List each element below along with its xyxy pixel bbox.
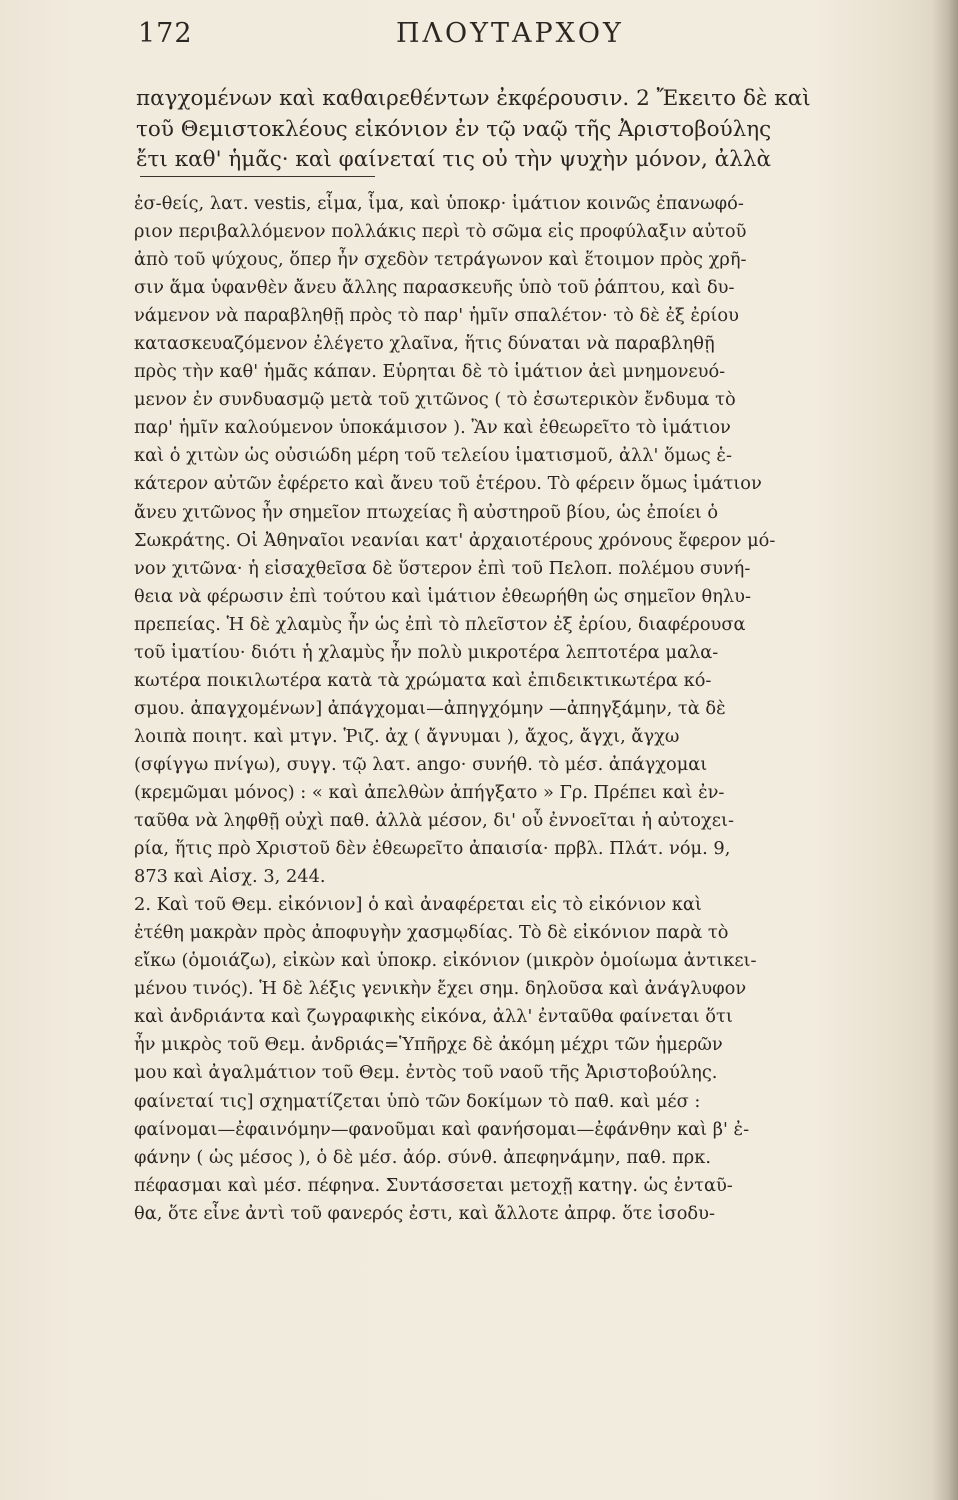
main-text-line: παγχομένων καὶ καθαιρεθέντων ἐκφέρουσιν. 2 Ἔκειτο δὲ καὶ [136, 86, 811, 111]
running-title: ΠΛΟΥΤΑΡΧΟΥ [396, 18, 624, 49]
main-text-line: τοῦ Θεμιστοκλέους εἰκόνιον ἐν τῷ ναῷ τῆς Ἀριστοβούλης [136, 116, 772, 142]
note-line: ριον περιβαλλόμενον πολλάκις περὶ τὸ σῶμα εἰς προφύλαξιν αὐτοῦ [134, 221, 747, 243]
note-line: (κρεμῶμαι μόνος) : « καὶ ἀπελθὼν ἀπήγξατο » Γρ. Πρέπει καὶ ἐν- [134, 781, 725, 803]
page-number: 172 [138, 18, 193, 49]
note-line: μενον ἐν συνδυασμῷ μετὰ τοῦ χιτῶνος ( τὸ ἐσωτερικὸν ἔνδυμα τὸ [134, 389, 736, 411]
note-line: καὶ ὁ χιτὼν ὡς οὐσιώδη μέρη τοῦ τελείου ἱματισμοῦ, ἀλλ' ὅμως ἑ- [134, 445, 732, 467]
note-line: ἐσ-θείς, λατ. vestis, εἷμα, ἷμα, καὶ ὑποκρ· ἱμάτιον κοινῶς ἐπανωφό- [134, 193, 744, 214]
note-line: μου καὶ ἀγαλμάτιον τοῦ Θεμ. ἐντὸς τοῦ ναοῦ τῆς Ἀριστοβούλης. [134, 1062, 718, 1084]
note-line [134, 1228, 930, 1256]
note-line: σμου. ἀπαγχομένων] ἀπάγχομαι—ἀπηγχόμην —ἀπηγξάμην, τὰ δὲ [134, 697, 726, 719]
note-line: μένου τινός). Ἡ δὲ λέξις γενικὴν ἔχει σημ. δηλοῦσα καὶ ἀνάγλυφον [134, 978, 747, 1000]
main-text-line: ἔτι καθ' ἡμᾶς· καὶ φαίνεταί τις οὐ τὴν ψυχὴν μόνον, ἀλλὰ [136, 147, 771, 172]
note-line: φαίνεταί τις] σχηματίζεται ὑπὸ τῶν δοκίμων τὸ παθ. καὶ μέσ : [134, 1090, 701, 1112]
note-line: καὶ ἀνδριάντα καὶ ζωγραφικὴς εἰκόνα, ἀλλ' ἐνταῦθα φαίνεται ὅτι [134, 1006, 733, 1028]
note-line: νον χιτῶνα· ἡ εἰσαχθεῖσα δὲ ὕστερον ἐπὶ τοῦ Πελοπ. πολέμου συνή- [134, 557, 751, 579]
note-line: 873 καὶ Αἰσχ. 3, 244. [134, 866, 326, 888]
note-line: Σωκράτης. Οἱ Ἀθηναῖοι νεανίαι κατ' ἀρχαιοτέρους χρόνους ἔφερον μό- [134, 529, 776, 551]
note-line: 2. Καὶ τοῦ Θεμ. εἰκόνιον] ὁ καὶ ἀναφέρεται εἰς τὸ εἰκόνιον καὶ [134, 894, 702, 916]
page-header [138, 18, 918, 58]
note-line: (σφίγγω πνίγω), συγγ. τῷ λατ. ango· συνήθ. τὸ μέσ. ἀπάγχομαι [134, 753, 708, 775]
footnote-separator-rule [140, 176, 375, 177]
note-line: ρία, ἥτις πρὸ Χριστοῦ δὲν ἐθεωρεῖτο ἀπαισία· πρβλ. Πλάτ. νόμ. 9, [134, 838, 731, 860]
note-line: ἦν μικρὸς τοῦ Θεμ. ἀνδριάς=Ὑπῆρχε δὲ ἀκόμη μέχρι τῶν ἡμερῶν [134, 1034, 723, 1056]
note-line: ἐτέθη μακρὰν πρὸς ἀποφυγὴν χασμῳδίας. Τὸ δὲ εἰκόνιον παρὰ τὸ [134, 922, 729, 944]
note-line: πρεπείας. Ἡ δὲ χλαμὺς ἦν ὡς ἐπὶ τὸ πλεῖστον ἐξ ἐρίου, διαφέρουσα [134, 613, 746, 635]
note-line: ἄνευ χιτῶνος ἦν σημεῖον πτωχείας ἢ αὐστηροῦ βίου, ὡς ἐποίει ὁ [134, 501, 719, 523]
note-line: κάτερον αὐτῶν ἐφέρετο καὶ ἄνευ τοῦ ἑτέρου. Τὸ φέρειν ὅμως ἱμάτιον [134, 473, 762, 495]
note-line: παρ' ἡμῖν καλούμενον ὑποκάμισον ). Ἂν καὶ ἐθεωρεῖτο τὸ ἱμάτιον [134, 417, 731, 439]
page-gutter-shadow [932, 0, 958, 1500]
commentary-notes [134, 190, 930, 1256]
note-line: πέφασμαι καὶ μέσ. πέφηνα. Συντάσσεται μετοχῇ κατηγ. ὡς ἐνταῦ- [134, 1174, 733, 1196]
note-line: φάνην ( ὡς μέσος ), ὁ δὲ μέσ. ἀόρ. σύνθ. ἀπεφηνάμην, παθ. πρκ. [134, 1146, 712, 1168]
note-line: φαίνομαι—ἐφαινόμην—φανοῦμαι καὶ φανήσομαι—ἐφάνθην καὶ β' ἐ- [134, 1118, 750, 1140]
note-line: τοῦ ἱματίου· διότι ἡ χλαμὺς ἦν πολὺ μικροτέρα λεπτοτέρα μαλα- [134, 641, 719, 663]
note-line: λοιπὰ ποιητ. καὶ μτγν. Ῥιζ. ἀχ ( ἄγνυμαι ), ἄχος, ἄγχι, ἄγχω [134, 725, 680, 747]
note-line: ἀπὸ τοῦ ψύχους, ὅπερ ἦν σχεδὸν τετράγωνον καὶ ἕτοιμον πρὸς χρῆ- [134, 249, 747, 271]
note-line: κατασκευαζόμενον ἐλέγετο χλαῖνα, ἥτις δύναται νὰ παραβληθῇ [134, 333, 715, 355]
note-line: θα, ὅτε εἶνε ἀντὶ τοῦ φανερός ἐστι, καὶ ἄλλοτε ἀπρφ. ὅτε ἰσοδυ- [134, 1202, 715, 1224]
note-line: σιν ἅμα ὑφανθὲν ἄνευ ἄλλης παρασκευῆς ὑπὸ τοῦ ῥάπτου, καὶ δυ- [134, 277, 735, 299]
note-line: ταῦθα νὰ ληφθῇ οὐχὶ παθ. ἀλλὰ μέσον, δι' οὗ ἐννοεῖται ἡ αὐτοχει- [134, 810, 734, 832]
main-greek-text [136, 84, 926, 176]
note-line: εἴκω (ὁμοιάζω), εἰκὼν καὶ ὑποκρ. εἰκόνιον (μικρὸν ὁμοίωμα ἀντικει- [134, 950, 757, 972]
note-line: πρὸς τὴν καθ' ἡμᾶς κάπαν. Εὑρηται δὲ τὸ ἱμάτιον ἀεὶ μνημονευό- [134, 361, 726, 383]
note-line: θεια νὰ φέρωσιν ἐπὶ τούτου καὶ ἱμάτιον ἐθεωρήθη ὡς σημεῖον θηλυ- [134, 585, 751, 607]
note-line: νάμενον νὰ παραβληθῇ πρὸς τὸ παρ' ἡμῖν σπαλέτον· τὸ δὲ ἐξ ἐρίου [134, 305, 739, 327]
note-line: κωτέρα ποικιλωτέρα κατὰ τὰ χρώματα καὶ ἐπιδεικτικωτέρα κό- [134, 669, 712, 691]
